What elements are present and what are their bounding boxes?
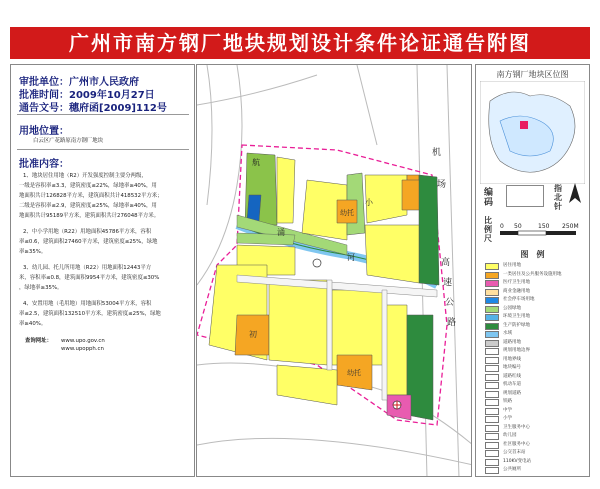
legend-swatch <box>485 357 499 364</box>
road-label: 机 <box>432 148 442 158</box>
road-label: 场 <box>437 180 447 190</box>
north-label: 北 <box>554 193 562 202</box>
kindergarten-label-2: 幼托 <box>347 369 361 377</box>
legend-swatch <box>485 433 499 440</box>
legend-swatch <box>485 331 499 338</box>
content-line: 4、安置用地（毛用地）用地面积53004平方米，容积 <box>23 301 152 307</box>
middle-school-label: 初 <box>249 330 257 339</box>
page-title: 广州市南方钢厂地块规划设计条件论证通告附图 <box>10 27 590 59</box>
query-url[interactable]: www.upopph.cn <box>61 346 104 352</box>
legend-swatch <box>485 272 499 279</box>
content-line: 一级是容积率≤3.3，建筑密度≤22%，绿地率≥40%，用 <box>19 183 157 189</box>
legend-label: 环境卫生用地 <box>503 314 530 319</box>
notice-number: 通告文号：穗府函[2009]112号 <box>19 103 167 114</box>
legend-swatch <box>485 263 499 270</box>
legend-label: 医疗卫生用地 <box>503 280 530 285</box>
approval-content-heading: 批准内容： <box>19 159 69 170</box>
legend-label: 110KV变电站 <box>503 458 532 464</box>
query-label: 查询网址： <box>25 338 52 344</box>
scale-label: 例 <box>484 225 492 234</box>
scale-label: 比 <box>484 216 492 225</box>
content-line: 3、幼儿园、托儿所用地（R22）用地面积12443平方 <box>23 265 152 271</box>
road-label: 高 <box>441 258 451 268</box>
legend-swatch <box>485 382 499 389</box>
scale-tick: 50 <box>514 223 522 230</box>
content-line: 率≥35%。 <box>19 249 47 255</box>
legend-label: 用地界线 <box>503 356 521 362</box>
legend-label: 居住用地 <box>503 263 521 268</box>
legend-swatch <box>485 459 499 466</box>
legend-swatch <box>485 323 499 330</box>
site-map <box>196 64 472 477</box>
kindergarten-label: 幼托 <box>340 209 354 217</box>
legend-label: 公交首末站 <box>503 450 526 455</box>
legend-label: 社会停车场用地 <box>503 297 535 302</box>
location-map-title: 南方钢厂地块区位图 <box>496 70 569 79</box>
bus-station-icon <box>313 259 321 267</box>
content-line: ，绿地率≥35%。 <box>19 285 63 291</box>
content-line: 地面积共计126828平方米，建筑面积共计418532平方米； <box>19 193 163 199</box>
road-label: 速 <box>443 278 453 288</box>
content-line: 米，容积率≤0.8，建筑面积9954平方米，建筑密度≤30% <box>19 275 160 281</box>
legend-swatch <box>485 280 499 287</box>
legend-label: 生产防护绿地 <box>503 322 530 328</box>
divider <box>17 114 189 115</box>
divider <box>17 149 189 150</box>
legend-swatch <box>485 450 499 457</box>
legend-swatch <box>485 314 499 321</box>
legend-label: 地块编号 <box>503 365 521 370</box>
school-label: 小 <box>365 198 373 207</box>
river-label: 涌 <box>277 228 285 237</box>
legend-label: 幼儿园 <box>503 433 517 438</box>
legend-swatch <box>485 374 499 381</box>
scale-bar <box>498 217 586 239</box>
map-canvas <box>197 65 472 477</box>
land-use-location: 白云区广花路原南方钢厂地块 <box>33 138 104 144</box>
scale-tick: 0 <box>500 223 504 230</box>
legend-label: 一类居住及公共服务设施用地 <box>503 271 562 277</box>
river-label: 河 <box>347 253 355 262</box>
road-label: 路 <box>447 318 457 328</box>
legend-panel <box>475 64 590 477</box>
legend-title: 图 例 <box>520 250 545 259</box>
content-line: 率≤2.5，建筑面积132510平方米，建筑密度≤25%，绿地 <box>19 311 161 317</box>
content-line: 率≥40%。 <box>19 321 47 327</box>
scale-tick: 250M <box>562 223 579 230</box>
site-marker <box>520 121 528 129</box>
info-panel <box>10 64 195 477</box>
north-arrow-icon <box>568 183 582 205</box>
approval-time: 批准时间：2009年10月27日 <box>19 90 155 101</box>
legend-swatch <box>485 340 499 347</box>
scale-tick: 150 <box>538 223 550 230</box>
legend-label: 规划用地边界 <box>503 348 530 353</box>
content-line: 2、中小学用地（R22）用地面积45786平方米，容积 <box>23 229 152 235</box>
legend-swatch <box>485 391 499 398</box>
content-line: 二级是容积率≤2.9，建筑密度≤25%，绿地率≥40%，用 <box>19 203 157 209</box>
legend-swatch <box>485 306 499 313</box>
legend-swatch <box>485 399 499 406</box>
content-line: 地面积共计95189平方米，建筑面积共计276048平方米。 <box>19 213 160 219</box>
legend-swatch <box>485 425 499 432</box>
legend-label: 公园绿地 <box>503 305 521 311</box>
legend-swatch <box>485 416 499 423</box>
land-use-heading: 用地位置： <box>19 126 69 137</box>
legend-swatch <box>485 442 499 449</box>
legend-label: 机动车道 <box>503 382 521 387</box>
legend-swatch <box>485 297 499 304</box>
content-line: 1、地块居住用地（R2）开发强度控制主要分两级， <box>23 173 147 179</box>
legend-swatch <box>485 348 499 355</box>
code-box <box>506 185 544 207</box>
legend-swatch <box>485 467 499 474</box>
legend-label: 水域 <box>503 331 512 336</box>
river-label: 航 <box>252 158 260 167</box>
legend-label: 小学 <box>503 416 512 421</box>
legend-label: 铁路 <box>503 399 512 404</box>
north-label: 针 <box>554 202 562 211</box>
north-label: 指 <box>554 184 562 193</box>
legend-label: 道路用地 <box>503 339 521 345</box>
content-line: 率≤0.6，建筑面积27460平方米，建筑密度≤25%，绿地 <box>19 239 158 245</box>
legend-swatch <box>485 289 499 296</box>
legend-label: 商业金融用地 <box>503 288 530 294</box>
query-url[interactable]: www.upo.gov.cn <box>61 338 105 344</box>
legend-swatch <box>485 365 499 372</box>
approval-unit: 审批单位：广州市人民政府 <box>19 77 139 88</box>
legend-label: 公共厕所 <box>503 467 521 472</box>
location-map <box>480 81 585 184</box>
legend-label: 中学 <box>503 407 512 413</box>
legend-label: 卫生服务中心 <box>503 424 530 430</box>
code-label: 编 <box>484 188 494 198</box>
legend-swatch <box>485 408 499 415</box>
road-label: 公 <box>445 298 455 308</box>
legend-label: 社区服务中心 <box>503 441 530 447</box>
legend-label: 道路红线 <box>503 373 521 379</box>
code-label: 码 <box>484 198 494 208</box>
scale-label: 尺 <box>484 234 492 243</box>
legend-label: 规划道路 <box>503 390 521 396</box>
